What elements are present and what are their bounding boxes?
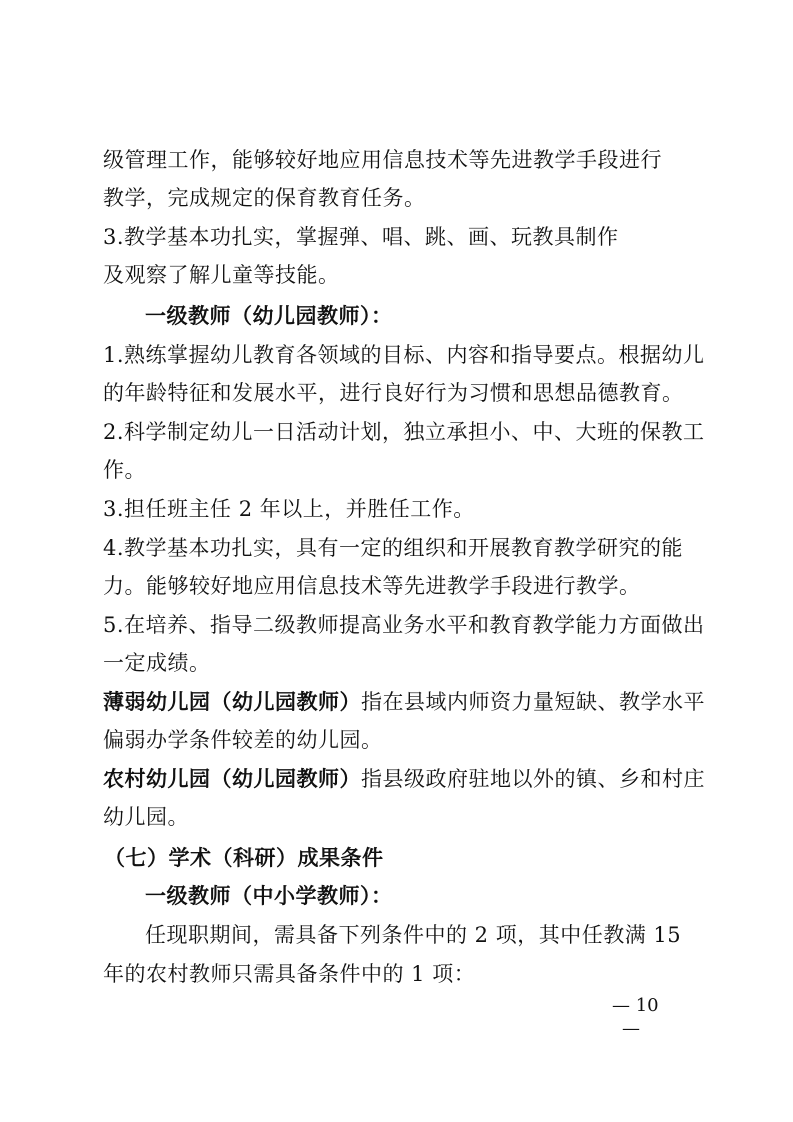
page-number: — 10 [612, 995, 659, 1016]
paragraph-line: 级管理工作，能够较好地应用信息技术等先进教学手段进行 [103, 148, 662, 172]
paragraph-line: 及观察了解儿童等技能。 [103, 263, 340, 287]
section-heading: （七）学术（科研）成果条件 [104, 846, 384, 870]
paragraph-line: 幼儿园。 [103, 805, 189, 829]
subsection-heading: 一级教师（中小学教师）： [145, 884, 393, 908]
list-item-2: 2.科学制定幼儿一日活动计划，独立承担小、中、大班的保教工 [103, 420, 705, 444]
list-item-4: 4.教学基本功扎实，具有一定的组织和开展教育教学研究的能 [103, 536, 684, 560]
paragraph-line: 教学，完成规定的保育教育任务。 [103, 186, 426, 210]
list-item-1: 1.熟练掌握幼儿教育各领域的目标、内容和指导要点。根据幼儿 [103, 343, 705, 367]
page-number-dash: — [622, 1018, 640, 1039]
definition-text: 指在县域内师资力量短缺、教学水平 [361, 690, 705, 714]
definition-term: 薄弱幼儿园（幼儿园教师） [103, 690, 361, 714]
paragraph-line: 偏弱办学条件较差的幼儿园。 [103, 728, 383, 752]
definition-text: 指县级政府驻地以外的镇、乡和村庄 [361, 767, 705, 791]
paragraph-line: 作。 [103, 458, 146, 482]
paragraph-line: 年的农村教师只需具备条件中的 1 项： [103, 962, 476, 986]
paragraph-line: 力。能够较好地应用信息技术等先进教学手段进行教学。 [103, 574, 641, 598]
paragraph-line: 的年龄特征和发展水平，进行良好行为习惯和思想品德教育。 [103, 381, 684, 405]
list-item-3: 3.教学基本功扎实，掌握弹、唱、跳、画、玩教具制作 [103, 225, 619, 249]
paragraph-line: 任现职期间，需具备下列条件中的 2 项，其中任教满 15 [145, 923, 682, 947]
definition-line [103, 689, 705, 715]
list-item-5: 5.在培养、指导二级教师提高业务水平和教育教学能力方面做出 [103, 613, 705, 637]
definition-term: 农村幼儿园（幼儿园教师） [103, 767, 361, 791]
definition-line [103, 766, 705, 792]
paragraph-line: 一定成绩。 [103, 651, 211, 675]
list-item-3: 3.担任班主任 2 年以上，并胜任工作。 [103, 497, 475, 521]
subsection-heading: 一级教师（幼儿园教师）： [145, 304, 393, 328]
